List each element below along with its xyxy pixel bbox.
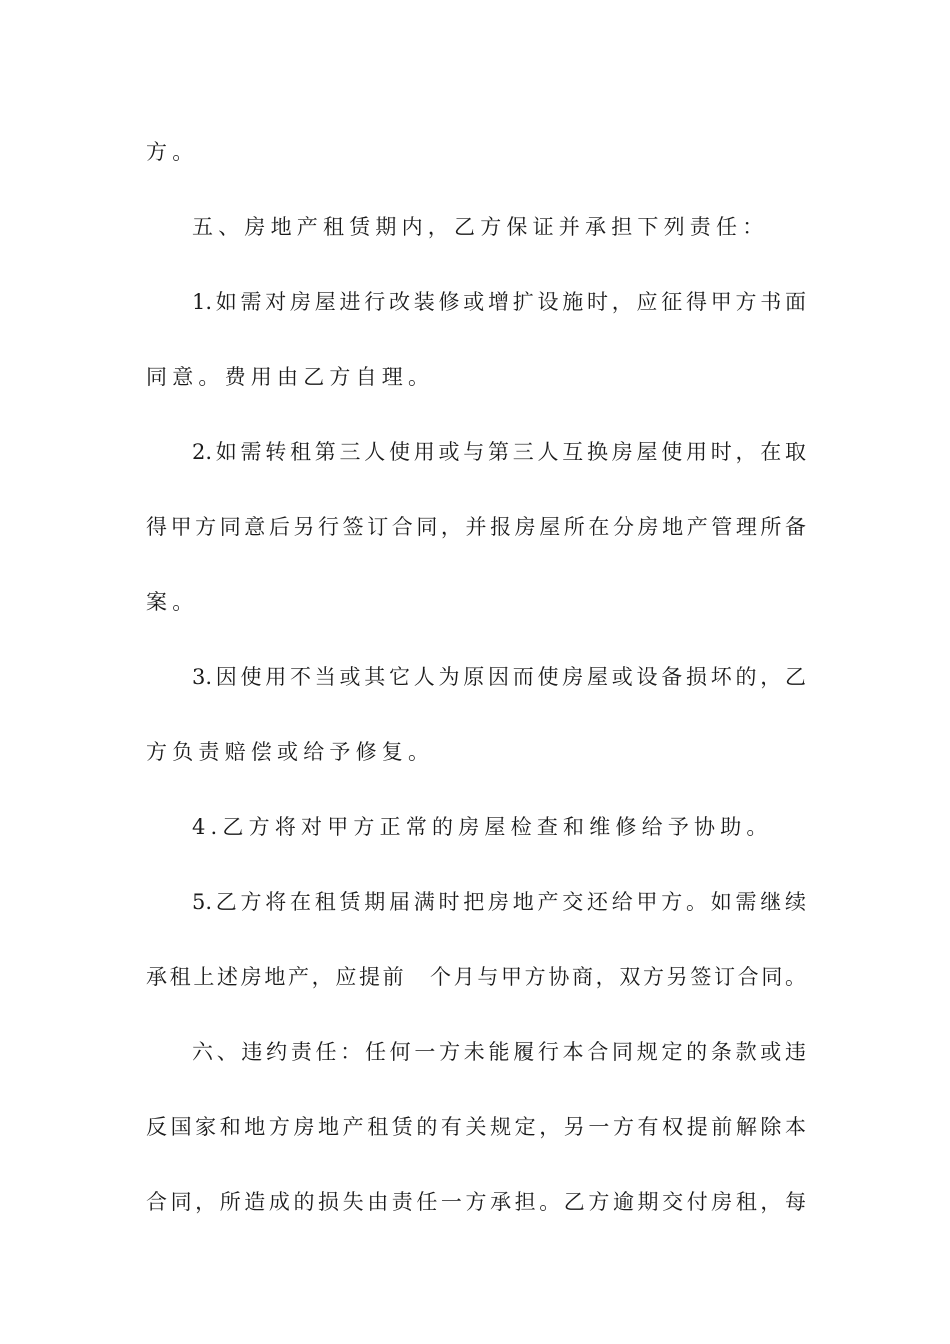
- clause-2-line-3: 案。: [146, 590, 199, 614]
- clause-3-line-1: 3.因使用不当或其它人为原因而使房屋或设备损坏的，乙: [192, 665, 806, 689]
- clause-3-line-2: 方负责赔偿或给予修复。: [146, 740, 435, 764]
- clause-5-line-1: 5.乙方将在租赁期届满时把房地产交还给甲方。如需继续: [192, 890, 806, 914]
- clause-1-line-2: 同意。费用由乙方自理。: [146, 365, 435, 389]
- clause-5-line-2: 承租上述房地产，应提前 个月与甲方协商，双方另签订合同。: [146, 965, 806, 989]
- clause-2-line-1: 2.如需转租第三人使用或与第三人互换房屋使用时，在取: [192, 440, 806, 464]
- clause-1-line-1: 1.如需对房屋进行改装修或增扩设施时，应征得甲方书面: [192, 290, 806, 314]
- section-six-line-2: 反国家和地方房地产租赁的有关规定，另一方有权提前解除本: [146, 1115, 806, 1139]
- clause-2-line-2: 得甲方同意后另行签订合同，并报房屋所在分房地产管理所备: [146, 515, 806, 539]
- section-six-line-3: 合同，所造成的损失由责任一方承担。乙方逾期交付房租，每: [146, 1190, 806, 1214]
- section-heading-five: 五、房地产租赁期内，乙方保证并承担下列责任：: [192, 215, 769, 239]
- section-heading-six: 六、违约责任：任何一方未能履行本合同规定的条款或违: [192, 1040, 806, 1064]
- clause-4-line-1: 4.乙方将对甲方正常的房屋检查和维修给予协助。: [192, 815, 773, 839]
- text-line: 方。: [146, 140, 199, 164]
